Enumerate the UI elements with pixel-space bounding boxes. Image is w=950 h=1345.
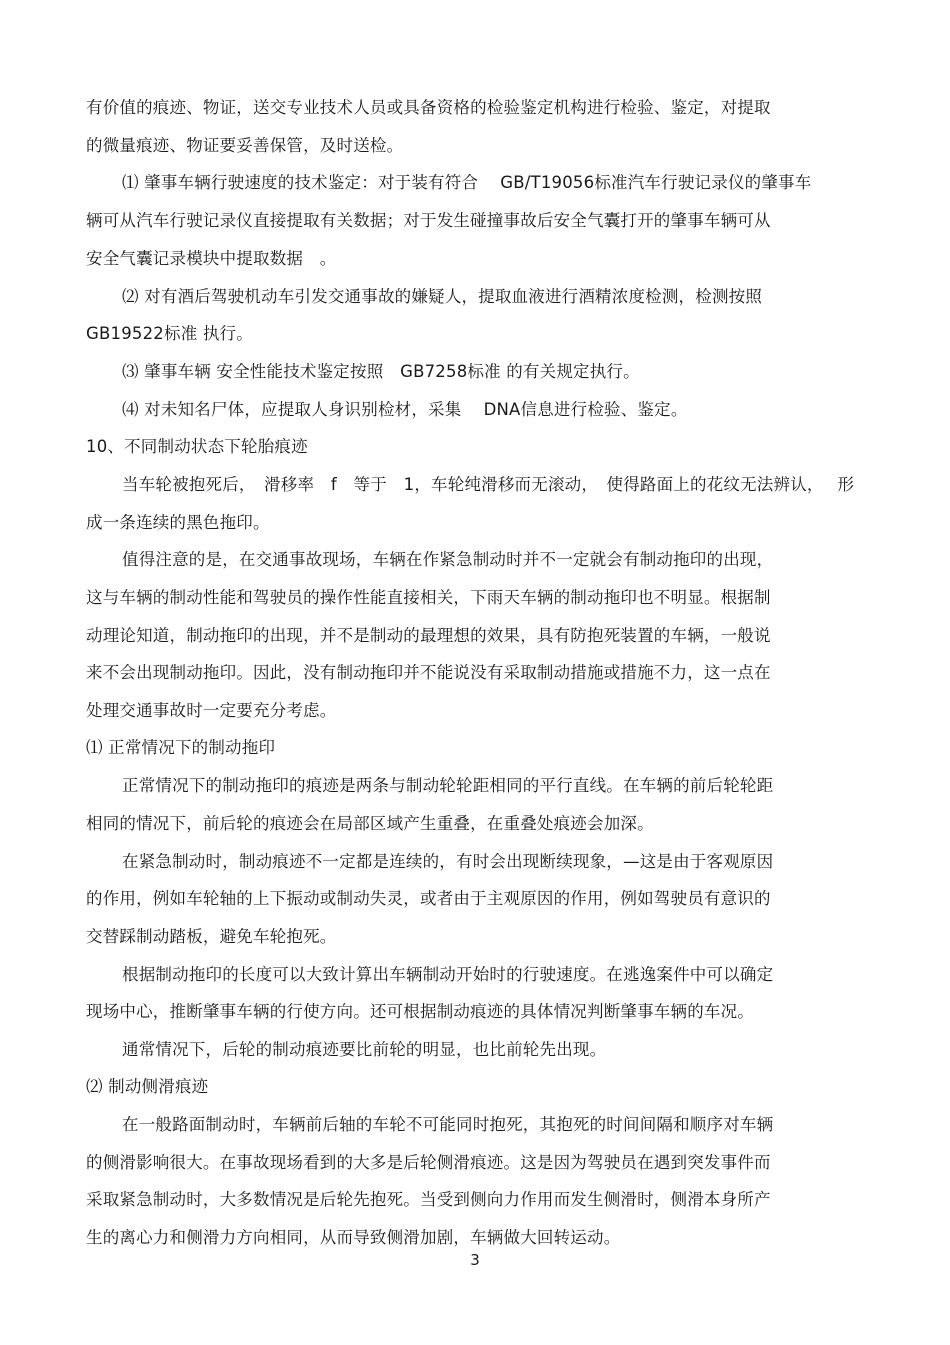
- text-line: 通常情况下，后轮的制动痕迹要比前轮的明显，也比前轮先出现。: [122, 1040, 607, 1059]
- text-line: 交替踩制动踏板，避免车轮抱死。: [86, 927, 337, 946]
- text-line: 这与车辆的制动性能和驾驶员的操作性能直接相关，下雨天车辆的制动拖印也不明显。根据制: [86, 588, 771, 607]
- text-line: 值得注意的是，在交通事故现场，车辆在作紧急制动时并不一定就会有制动拖印的出现，: [122, 550, 774, 569]
- text-line: 正常情况下的制动拖印的痕迹是两条与制动轮轮距相同的平行直线。在车辆的前后轮轮距: [122, 776, 774, 795]
- text-line: 的侧滑影响很大。在事故现场看到的大多是后轮侧滑痕迹。这是因为驾驶员在遇到突发事件而: [86, 1153, 771, 1172]
- text-line: 处理交通事故时一定要充分考虑。: [86, 701, 337, 720]
- text-line: 当车轮被抱死后， 滑移率 f 等于 1，车轮纯滑移而无滚动， 使得路面上的花纹无法辨认， 形: [122, 475, 855, 494]
- text-line: GB19522标准 执行。: [86, 324, 253, 343]
- text-line: 相同的情况下，前后轮的痕迹会在局部区域产生重叠，在重叠处痕迹会加深。: [86, 814, 654, 833]
- text-line: 现场中心，推断肇事车辆的行使方向。还可根据制动痕迹的具体情况判断肇事车辆的车况。: [86, 1002, 754, 1021]
- text-line: 有价值的痕迹、物证，送交专业技术人员或具备资格的检验鉴定机构进行检验、鉴定，对提取: [86, 98, 771, 117]
- text-line: 在一般路面制动时，车辆前后轴的车轮不可能同时抱死，其抱死的时间间隔和顺序对车辆: [122, 1115, 774, 1134]
- text-line: 辆可从汽车行驶记录仪直接提取有关数据；对于发生碰撞事故后安全气囊打开的肇事车辆可从: [86, 211, 771, 230]
- text-line: 生的离心力和侧滑力方向相同，从而导致侧滑加剧，车辆做大回转运动。: [86, 1228, 621, 1247]
- text-line: ⑶ 肇事车辆 安全性能技术鉴定按照 GB7258标准 的有关规定执行。: [122, 362, 640, 381]
- text-line: ⑵ 对有酒后驾驶机动车引发交通事故的嫌疑人，提取血液进行酒精浓度检测，检测按照: [122, 287, 763, 306]
- text-line: 采取紧急制动时，大多数情况是后轮先抱死。当受到侧向力作用而发生侧滑时，侧滑本身所产: [86, 1190, 771, 1209]
- subsection-heading: ⑵ 制动侧滑痕迹: [86, 1077, 209, 1096]
- text-line: ⑷ 对未知名尸体，应提取人身识别检材，采集 DNA信息进行检验、鉴定。: [122, 400, 688, 419]
- text-line: 来不会出现制动拖印。因此，没有制动拖印并不能说没有采取制动措施或措施不力，这一点在: [86, 663, 771, 682]
- text-line: 的作用，例如车轮轴的上下振动或制动失灵，或者由于主观原因的作用，例如驾驶员有意识的: [86, 889, 771, 908]
- text-line: 动理论知道，制动拖印的出现，并不是制动的最理想的效果，具有防抱死装置的车辆，一般说: [86, 626, 771, 645]
- text-line: 的微量痕迹、物证要妥善保管，及时送检。: [86, 136, 404, 155]
- page-number: 3: [470, 1251, 480, 1269]
- text-line: 在紧急制动时，制动痕迹不一定都是连续的，有时会出现断续现象，—这是由于客观原因: [122, 852, 774, 871]
- text-line: 成一条连续的黑色拖印。: [86, 513, 270, 532]
- subsection-heading: ⑴ 正常情况下的制动拖印: [86, 738, 276, 757]
- text-line: 安全气囊记录模块中提取数据 。: [86, 249, 337, 268]
- text-line: 根据制动拖印的长度可以大致计算出车辆制动开始时的行驶速度。在逃逸案件中可以确定: [122, 965, 774, 984]
- text-line: ⑴ 肇事车辆行驶速度的技术鉴定：对于装有符合 GB/T19056标准汽车行驶记录仪的肇事车: [122, 173, 812, 192]
- section-heading: 10、不同制动状态下轮胎痕迹: [86, 437, 308, 456]
